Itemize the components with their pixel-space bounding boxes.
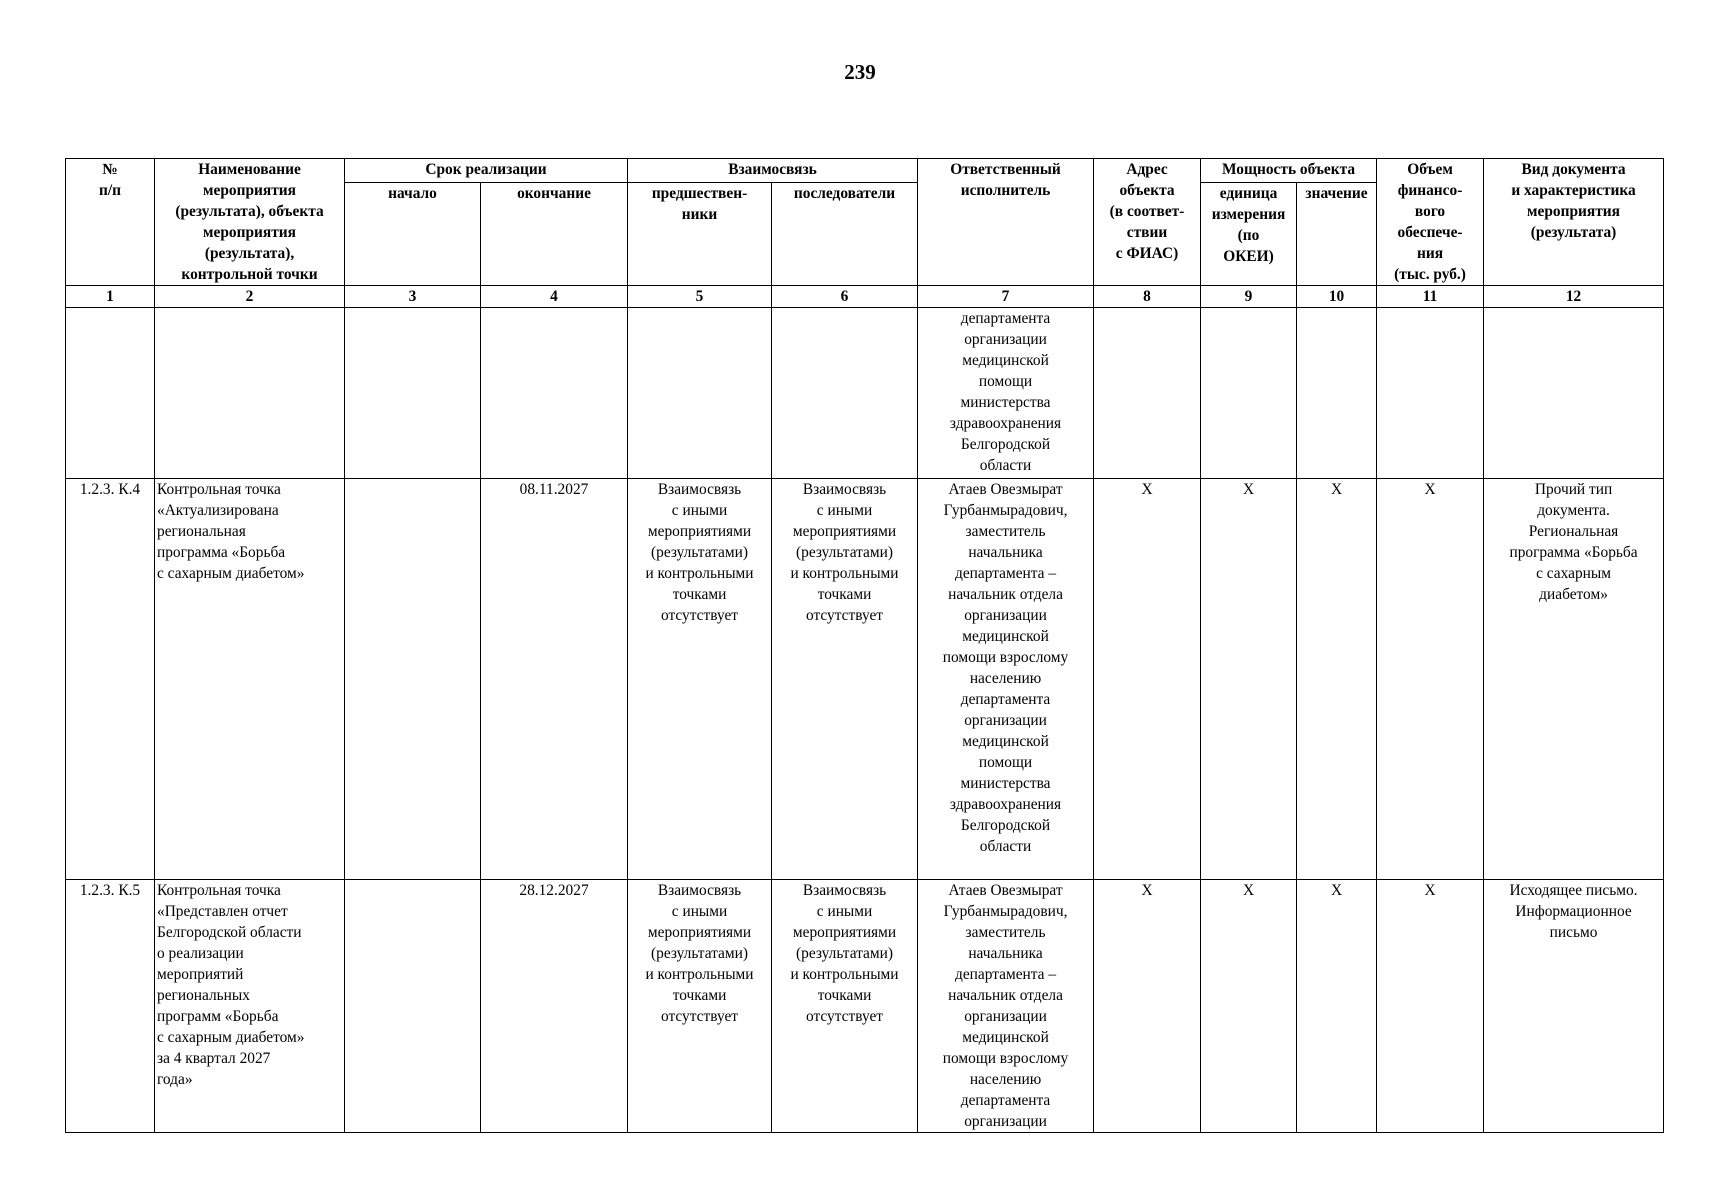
- column-number: 1: [66, 286, 155, 308]
- cell-doc: Прочий тип документа. Региональная программа «Борьба с сахарным диабетом»: [1484, 479, 1664, 880]
- column-number: 9: [1201, 286, 1297, 308]
- cell-finance: [1377, 308, 1484, 479]
- table-row: [66, 308, 1664, 479]
- plan-table: [65, 158, 1664, 1133]
- cell-name: Контрольная точка «Актуализирована региональная программа «Борьба с сахарным диабетом»: [155, 479, 345, 880]
- column-number: 6: [772, 286, 918, 308]
- header-row-top: [66, 159, 1664, 183]
- header-term-start: начало: [345, 182, 481, 285]
- page-number: 239: [844, 60, 876, 84]
- cell-num: 1.2.3. К.5: [66, 880, 155, 1133]
- cell-num: 1.2.3. К.4: [66, 479, 155, 880]
- cell-value: X: [1297, 880, 1377, 1133]
- cell-start: [345, 479, 481, 880]
- header-capacity: Мощность объекта: [1201, 159, 1377, 183]
- cell-prev: Взаимосвязь с иными мероприятиями (результатами) и контрольными точками отсутствует: [628, 479, 772, 880]
- cell-unit: [1201, 308, 1297, 479]
- cell-doc: Исходящее письмо. Информационное письмо: [1484, 880, 1664, 1133]
- cell-prev: Взаимосвязь с иными мероприятиями (результатами) и контрольными точками отсутствует: [628, 880, 772, 1133]
- cell-next: Взаимосвязь с иными мероприятиями (результатами) и контрольными точками отсутствует: [772, 479, 918, 880]
- column-number: 12: [1484, 286, 1664, 308]
- header-term: Срок реализации: [345, 159, 628, 183]
- cell-value: X: [1297, 479, 1377, 880]
- header-term-end: окончание: [481, 182, 628, 285]
- header-num: № п/п: [66, 159, 155, 286]
- header-doc-type: Вид документа и характеристика мероприятия (результата): [1484, 159, 1664, 286]
- cell-finance: X: [1377, 479, 1484, 880]
- cell-unit: X: [1201, 880, 1297, 1133]
- cell-unit: X: [1201, 479, 1297, 880]
- cell-start: [345, 308, 481, 479]
- cell-start: [345, 880, 481, 1133]
- column-number: 2: [155, 286, 345, 308]
- cell-end: 08.11.2027: [481, 479, 628, 880]
- cell-num: [66, 308, 155, 479]
- cell-end: [481, 308, 628, 479]
- cell-end: 28.12.2027: [481, 880, 628, 1133]
- header-address: Адрес объекта (в соответ- ствии с ФИАС): [1094, 159, 1201, 286]
- header-link-prev: предшествен- ники: [628, 182, 772, 285]
- cell-next: Взаимосвязь с иными мероприятиями (результатами) и контрольными точками отсутствует: [772, 880, 918, 1133]
- header-link: Взаимосвязь: [628, 159, 918, 183]
- column-number: 10: [1297, 286, 1377, 308]
- table-row: [66, 479, 1664, 880]
- header-link-next: последователи: [772, 182, 918, 285]
- cell-address: [1094, 308, 1201, 479]
- header-capacity-unit: единица измерения (по ОКЕИ): [1201, 182, 1297, 285]
- cell-address: X: [1094, 479, 1201, 880]
- cell-name: Контрольная точка «Представлен отчет Белгородской области о реализации мероприятий региональных программ «Борьба с сахарным диабетом» за 4 квартал 2027 года»: [155, 880, 345, 1133]
- cell-prev: [628, 308, 772, 479]
- cell-responsible: Атаев Овезмырат Гурбанмырадович, заместитель начальника департамента – начальник отдела организации медицинской помощи взрослому населению департамента организации: [918, 880, 1094, 1133]
- column-numbers-row: [66, 286, 1664, 308]
- cell-next: [772, 308, 918, 479]
- cell-name: [155, 308, 345, 479]
- cell-value: [1297, 308, 1377, 479]
- column-number: 11: [1377, 286, 1484, 308]
- column-number: 5: [628, 286, 772, 308]
- column-number: 7: [918, 286, 1094, 308]
- header-responsible: Ответственный исполнитель: [918, 159, 1094, 286]
- column-number: 4: [481, 286, 628, 308]
- header-name: Наименование мероприятия (результата), объекта мероприятия (результата), контрольной точки: [155, 159, 345, 286]
- cell-address: X: [1094, 880, 1201, 1133]
- cell-responsible: департамента организации медицинской помощи министерства здравоохранения Белгородской области: [918, 308, 1094, 479]
- header-finance: Объем финансо- вого обеспече- ния (тыс. руб.): [1377, 159, 1484, 286]
- cell-responsible: Атаев Овезмырат Гурбанмырадович, заместитель начальника департамента – начальник отдела организации медицинской помощи взрослому населению департамента организации медицинской помощи министерства здравоохранения Белгородской области: [918, 479, 1094, 880]
- table-row: [66, 880, 1664, 1133]
- cell-doc: [1484, 308, 1664, 479]
- column-number: 3: [345, 286, 481, 308]
- cell-finance: X: [1377, 880, 1484, 1133]
- column-number: 8: [1094, 286, 1201, 308]
- header-capacity-value: значение: [1297, 182, 1377, 285]
